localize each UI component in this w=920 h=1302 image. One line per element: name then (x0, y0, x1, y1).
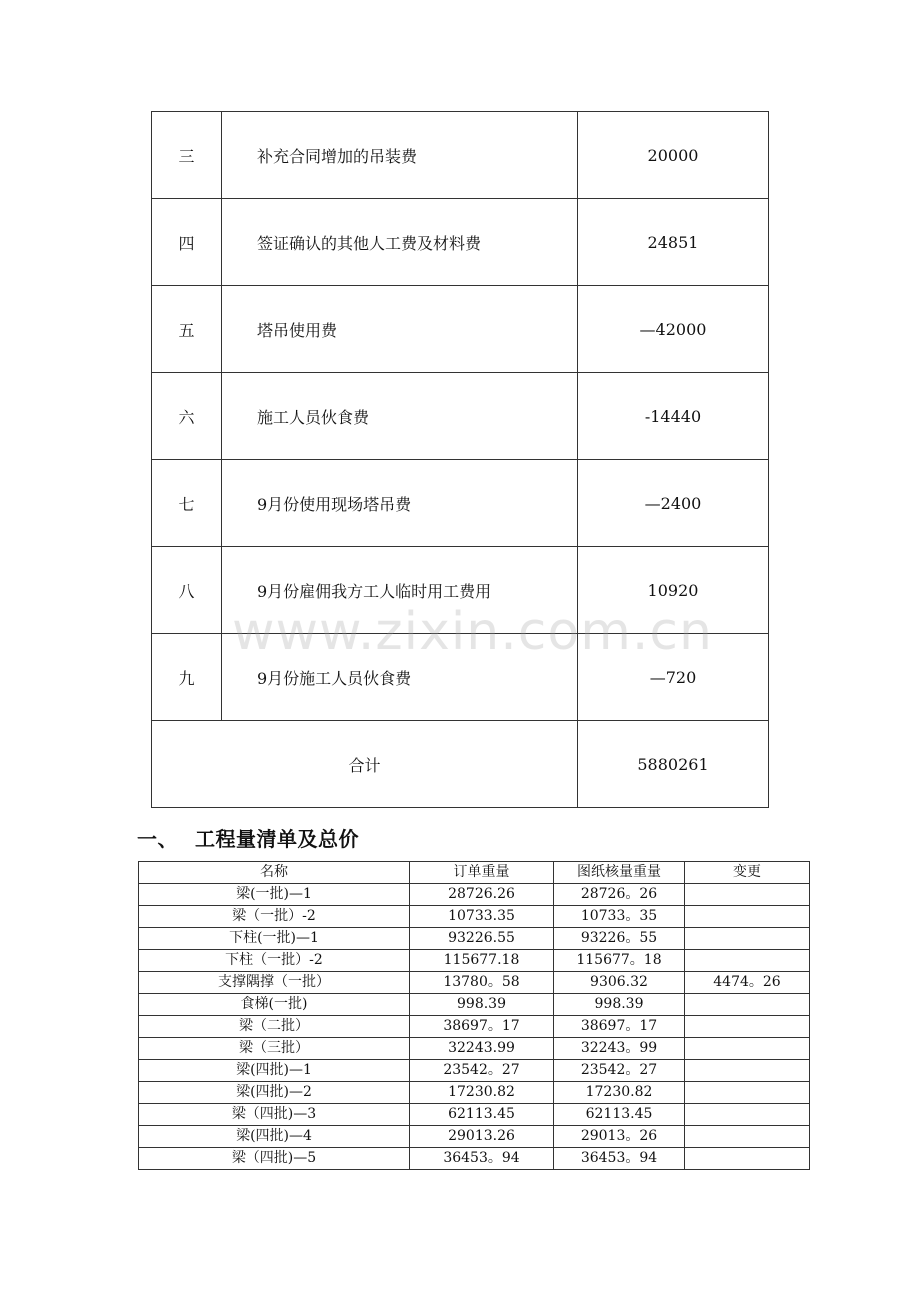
row-amount: —720 (578, 634, 769, 721)
summary-row (152, 286, 769, 373)
cell-change (685, 1082, 810, 1104)
table-row (139, 1016, 810, 1038)
row-index: 七 (152, 460, 222, 547)
cell-drawing-weight: 93226。55 (554, 928, 685, 950)
row-index: 六 (152, 373, 222, 460)
cell-name: 下柱（一批）-2 (139, 950, 410, 972)
cell-name: 梁（二批） (139, 1016, 410, 1038)
cost-summary-table (151, 111, 769, 808)
table-row (139, 906, 810, 928)
cell-order-weight: 10733.35 (410, 906, 554, 928)
row-item-text: 施工人员伙食费 (257, 407, 370, 427)
summary-row (152, 547, 769, 634)
row-index: 四 (152, 199, 222, 286)
summary-row (152, 373, 769, 460)
header-change: 变更 (685, 862, 810, 884)
total-amount: 5880261 (578, 721, 769, 808)
row-item (222, 112, 578, 199)
row-item-text: 补充合同增加的吊装费 (257, 146, 418, 166)
row-item-text: 9月份使用现场塔吊费 (257, 494, 412, 514)
row-item (222, 634, 578, 721)
cell-change (685, 1126, 810, 1148)
table-row (139, 972, 810, 994)
cell-name: 食梯(一批) (139, 994, 410, 1016)
cell-change (685, 1104, 810, 1126)
cell-name: 梁(四批)—2 (139, 1082, 410, 1104)
cell-drawing-weight: 9306.32 (554, 972, 685, 994)
row-index: 八 (152, 547, 222, 634)
cell-drawing-weight: 10733。35 (554, 906, 685, 928)
cell-order-weight: 13780。58 (410, 972, 554, 994)
summary-row (152, 460, 769, 547)
cell-order-weight: 28726.26 (410, 884, 554, 906)
cell-drawing-weight: 28726。26 (554, 884, 685, 906)
row-amount: -14440 (578, 373, 769, 460)
section-number: 一、 (137, 827, 178, 851)
cell-change (685, 994, 810, 1016)
cell-drawing-weight: 38697。17 (554, 1016, 685, 1038)
total-label: 合计 (152, 721, 578, 808)
table-row (139, 884, 810, 906)
cell-order-weight: 93226.55 (410, 928, 554, 950)
summary-row (152, 112, 769, 199)
cell-drawing-weight: 23542。27 (554, 1060, 685, 1082)
cost-summary-body (152, 112, 769, 808)
cell-name: 梁（一批）-2 (139, 906, 410, 928)
table-row (139, 1038, 810, 1060)
cell-change (685, 884, 810, 906)
row-amount: 10920 (578, 547, 769, 634)
summary-total-row (152, 721, 769, 808)
cell-order-weight: 29013.26 (410, 1126, 554, 1148)
cell-order-weight: 36453。94 (410, 1148, 554, 1170)
cell-order-weight: 17230.82 (410, 1082, 554, 1104)
cell-name: 下柱(一批)—1 (139, 928, 410, 950)
table-row (139, 1082, 810, 1104)
row-amount: 20000 (578, 112, 769, 199)
cell-name: 梁(四批)—1 (139, 1060, 410, 1082)
row-item (222, 286, 578, 373)
cell-drawing-weight: 17230.82 (554, 1082, 685, 1104)
row-item-text: 9月份施工人员伙食费 (257, 668, 412, 688)
cell-order-weight: 32243.99 (410, 1038, 554, 1060)
table-row (139, 928, 810, 950)
table-row (139, 1126, 810, 1148)
cell-change (685, 1016, 810, 1038)
row-index: 五 (152, 286, 222, 373)
watermark: www.zixin.com.cn (232, 602, 713, 662)
row-item-text: 9月份雇佣我方工人临时用工费用 (257, 581, 492, 601)
header-drawing-weight: 图纸核量重量 (554, 862, 685, 884)
table-row (139, 1060, 810, 1082)
cell-change (685, 1060, 810, 1082)
quantity-table (138, 861, 810, 1170)
section-heading (137, 823, 359, 852)
cell-name: 梁(一批)—1 (139, 884, 410, 906)
cell-drawing-weight: 115677。18 (554, 950, 685, 972)
cell-name: 梁（四批)—3 (139, 1104, 410, 1126)
cell-name: 梁(四批)—4 (139, 1126, 410, 1148)
row-item-text: 塔吊使用费 (257, 320, 338, 340)
header-order-weight: 订单重量 (410, 862, 554, 884)
row-item (222, 199, 578, 286)
cell-change (685, 1148, 810, 1170)
cell-drawing-weight: 998.39 (554, 994, 685, 1016)
cell-order-weight: 38697。17 (410, 1016, 554, 1038)
row-amount: —2400 (578, 460, 769, 547)
cell-drawing-weight: 32243。99 (554, 1038, 685, 1060)
cell-name: 梁（三批） (139, 1038, 410, 1060)
row-index: 三 (152, 112, 222, 199)
cell-order-weight: 23542。27 (410, 1060, 554, 1082)
cell-change (685, 1038, 810, 1060)
cell-order-weight: 62113.45 (410, 1104, 554, 1126)
header-name: 名称 (139, 862, 410, 884)
cell-order-weight: 998.39 (410, 994, 554, 1016)
cell-order-weight: 115677.18 (410, 950, 554, 972)
table-row (139, 994, 810, 1016)
row-item-text: 签证确认的其他人工费及材料费 (257, 233, 482, 253)
summary-row (152, 199, 769, 286)
cell-change (685, 906, 810, 928)
cell-name: 支撑隅撑（一批） (139, 972, 410, 994)
table-row (139, 1104, 810, 1126)
cell-drawing-weight: 29013。26 (554, 1126, 685, 1148)
cell-drawing-weight: 36453。94 (554, 1148, 685, 1170)
row-item (222, 460, 578, 547)
row-item (222, 373, 578, 460)
section-title: 工程量清单及总价 (195, 827, 359, 851)
row-index: 九 (152, 634, 222, 721)
cell-drawing-weight: 62113.45 (554, 1104, 685, 1126)
row-amount: —42000 (578, 286, 769, 373)
cell-change: 4474。26 (685, 972, 810, 994)
cell-change (685, 928, 810, 950)
summary-row (152, 634, 769, 721)
cell-change (685, 950, 810, 972)
quantity-header-row (139, 862, 810, 884)
table-row (139, 950, 810, 972)
row-amount: 24851 (578, 199, 769, 286)
table-row (139, 1148, 810, 1170)
cell-name: 梁（四批)—5 (139, 1148, 410, 1170)
row-item (222, 547, 578, 634)
